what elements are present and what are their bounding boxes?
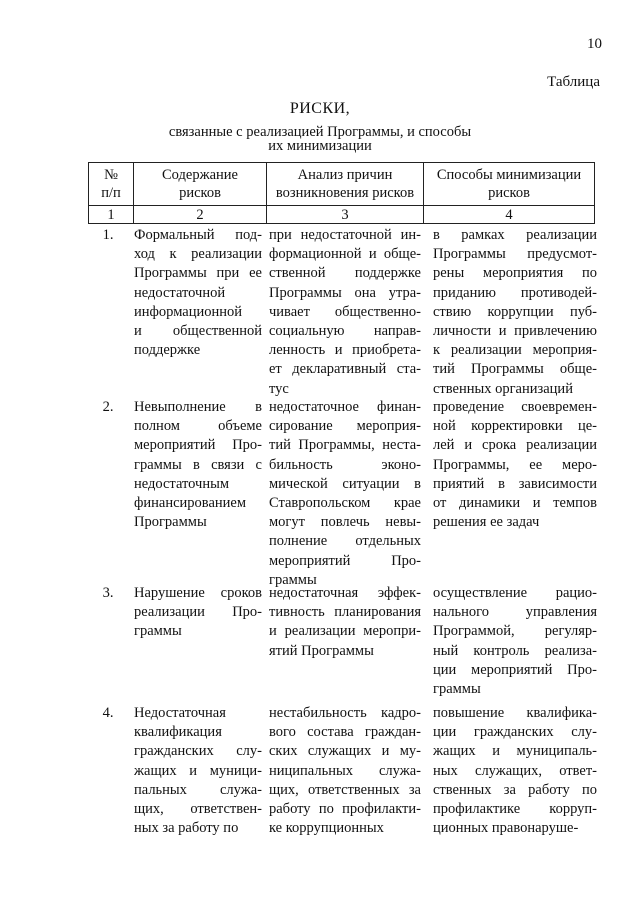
text-line: ятий Программы: [269, 642, 374, 659]
text-line: квалификация: [134, 724, 222, 741]
text-line: к реализации мероприя-: [433, 342, 597, 359]
text-line: Программой, регуляр-: [433, 623, 597, 640]
text-line: тус: [269, 380, 289, 397]
text-line: ный контроль реализа-: [433, 642, 597, 659]
risk-analysis-cell: [269, 398, 421, 590]
text-line: ствию коррупции пуб-: [433, 303, 597, 320]
subtitle-line: их минимизации: [268, 138, 372, 154]
risk-content-cell: [134, 226, 262, 360]
text-line: ных служащих, ответ-: [433, 762, 597, 779]
text-line: ке коррупционных: [269, 820, 384, 837]
risk-methods-cell: [433, 584, 597, 699]
risk-content-cell: [134, 704, 262, 838]
text-line: жащих и муници-: [134, 762, 262, 779]
risk-table-header: [88, 162, 595, 224]
text-line: ход к реализации: [134, 246, 262, 263]
row-number: 1.: [102, 227, 114, 243]
text-line: в рамках реализации: [433, 227, 597, 243]
subtitle-line: связанные с реализацией Программы, и способы: [168, 124, 472, 140]
text-line: Программы предусмот-: [433, 246, 597, 263]
text-line: финансированием: [134, 495, 247, 512]
text-line: ственных за работу по: [433, 781, 597, 798]
text-line: Невыполнение в: [134, 399, 262, 415]
text-line: пальных служа-: [134, 781, 262, 798]
text-line: тий Программы обще-: [433, 361, 597, 378]
text-line: осуществление рацио-: [433, 585, 597, 601]
text-line: граммы: [269, 571, 317, 588]
text-line: формационной и обще-: [269, 246, 421, 263]
text-line: недостаточным: [134, 475, 229, 492]
risk-methods-cell: [433, 226, 597, 399]
text-line: Программы при ее: [134, 265, 262, 282]
text-line: работу по профилакти-: [269, 801, 421, 818]
text-line: и реализации меропри-: [269, 623, 421, 640]
text-line: социальную направ-: [269, 323, 421, 340]
text-line: Недостаточная: [134, 705, 226, 721]
text-line: недостаточная эффек-: [269, 585, 421, 601]
text-line: вого состава граждан-: [269, 724, 421, 741]
header-content: Содержание рисков: [134, 163, 267, 206]
text-line: ских служащих и му-: [269, 743, 421, 760]
text-line: приданию противодей-: [433, 284, 597, 301]
table-label: Таблица: [547, 74, 600, 90]
text-line: тий Программы, неста-: [269, 437, 421, 454]
text-line: при недостаточной ин-: [269, 227, 421, 243]
header-num: № п/п: [89, 163, 134, 206]
text-line: Программы: [134, 514, 207, 531]
document-subtitle: [0, 125, 640, 153]
text-line: ционных правонаруше-: [433, 820, 579, 837]
risk-methods-cell: [433, 398, 597, 532]
text-line: приятий в зависимости: [433, 475, 597, 492]
text-line: Ставропольском крае: [269, 495, 421, 512]
text-line: от динамики и темпов: [433, 495, 597, 512]
text-line: тивность планирования: [269, 604, 421, 621]
text-line: чивает общественно-: [269, 303, 421, 320]
text-line: нального управления: [433, 604, 597, 621]
text-line: полнение отдельных: [269, 533, 421, 550]
column-number: 1: [89, 206, 134, 224]
text-line: граммы: [433, 681, 481, 698]
text-line: решения ее задач: [433, 514, 540, 531]
text-line: щих, ответственных за: [269, 781, 421, 798]
text-line: Программы она утра-: [269, 284, 421, 301]
row-number: 3.: [102, 585, 114, 601]
text-line: граммы: [134, 623, 182, 640]
text-line: проведение своевремен-: [433, 399, 597, 415]
header-analysis: Анализ причин возникновения рисков: [267, 163, 424, 206]
text-line: лей и срока реализации: [433, 437, 597, 454]
document-title: РИСКИ,: [289, 100, 351, 117]
text-line: граммы в связи с: [134, 456, 262, 473]
text-line: ной корректировки це-: [433, 418, 597, 435]
text-line: сирование мероприя-: [269, 418, 421, 435]
text-line: мероприятий Про-: [134, 437, 262, 454]
text-line: Нарушение сроков: [134, 585, 262, 601]
risk-analysis-cell: [269, 704, 421, 838]
text-line: поддержке: [134, 342, 201, 359]
text-line: реализации Про-: [134, 604, 262, 621]
column-number: 3: [267, 206, 424, 224]
text-line: ственной поддержке: [269, 265, 421, 282]
row-number: 4.: [102, 705, 114, 721]
text-line: нестабильность кадро-: [269, 705, 421, 721]
text-line: полном объеме: [134, 418, 262, 435]
risk-content-cell: [134, 398, 262, 532]
risk-analysis-cell: [269, 584, 421, 661]
text-line: и общественной: [134, 323, 262, 340]
text-line: бильность эконо-: [269, 456, 421, 473]
text-line: мероприятий Про-: [269, 552, 421, 569]
text-line: мической ситуации в: [269, 475, 421, 492]
text-line: ции мероприятий Про-: [433, 661, 597, 678]
text-line: повышение квалифика-: [433, 705, 597, 721]
header-methods: Способы минимизации рисков: [424, 163, 595, 206]
text-line: рены мероприятия по: [433, 265, 597, 282]
text-line: ленность и приобрета-: [269, 342, 421, 359]
risk-analysis-cell: [269, 226, 421, 399]
column-number: 2: [134, 206, 267, 224]
text-line: информационной: [134, 303, 243, 320]
text-line: ниципальных служа-: [269, 762, 421, 779]
text-line: Формальный под-: [134, 227, 262, 243]
text-line: щих, ответствен-: [134, 801, 262, 818]
text-line: недостаточной: [134, 284, 226, 301]
row-number: 2.: [102, 399, 114, 415]
text-line: профилактике корруп-: [433, 801, 597, 818]
risk-content-cell: [134, 584, 262, 642]
text-line: гражданских слу-: [134, 743, 262, 760]
page-number: 10: [587, 36, 602, 52]
text-line: ственных организаций: [433, 380, 573, 397]
text-line: недостаточное финан-: [269, 399, 421, 415]
text-line: ции гражданских слу-: [433, 724, 597, 741]
text-line: ных за работу по: [134, 820, 239, 837]
risk-methods-cell: [433, 704, 597, 838]
text-line: личности и привлечению: [433, 323, 597, 340]
text-line: могут повлечь невы-: [269, 514, 421, 531]
text-line: ет декларативный ста-: [269, 361, 421, 378]
text-line: жащих и муниципаль-: [433, 743, 597, 760]
column-number: 4: [424, 206, 595, 224]
text-line: Программы, ее меро-: [433, 456, 597, 473]
